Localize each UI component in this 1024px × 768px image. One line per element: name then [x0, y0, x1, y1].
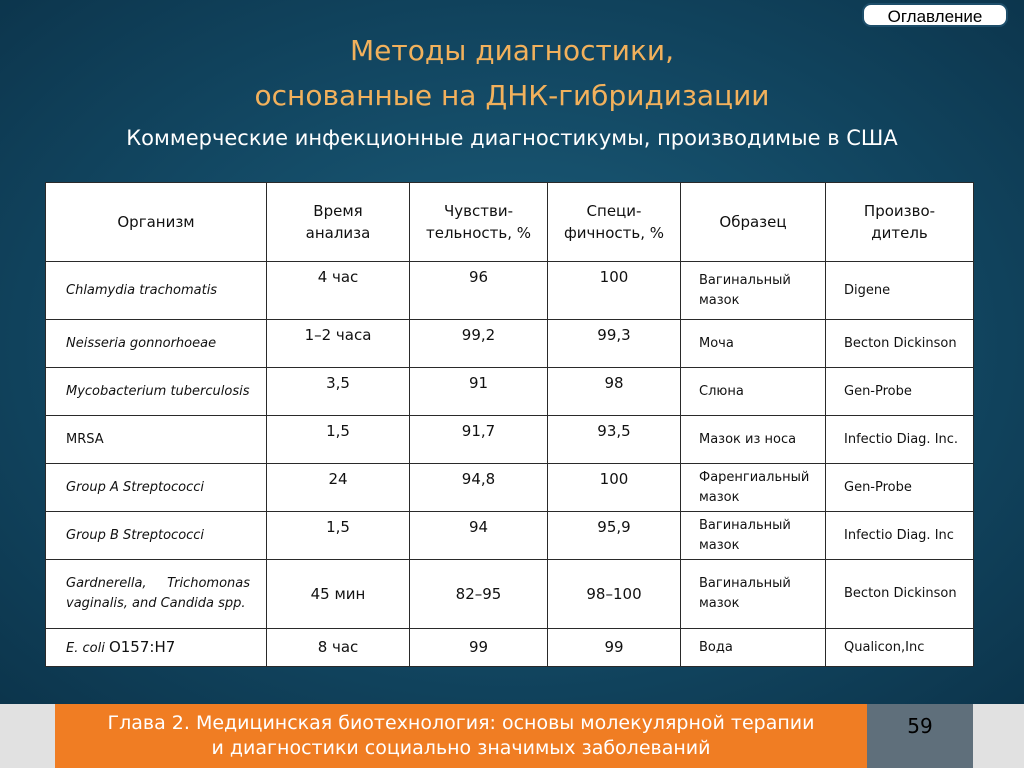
cell-specificity: 100	[548, 464, 681, 512]
cell-sample: Слюна	[681, 368, 826, 416]
cell-organism	[46, 629, 267, 667]
cell-sample: Мазок из носа	[681, 416, 826, 464]
cell-organism: Mycobacterium tuberculosis	[46, 368, 267, 416]
cell-specificity: 99,3	[548, 320, 681, 368]
slide-title	[0, 28, 1024, 118]
table-header-row	[46, 183, 974, 262]
cell-sample: Фаренгиальный мазок	[681, 464, 826, 512]
cell-organism: Gardnerella, Trichomonas vaginalis, and Candida spp.	[46, 560, 267, 629]
cell-specificity: 95,9	[548, 512, 681, 560]
organism-name: E. coli	[66, 640, 105, 656]
cell-manufacturer: Gen-Probe	[826, 464, 974, 512]
cell-manufacturer: Digene	[826, 262, 974, 320]
cell-time: 3,5	[267, 368, 410, 416]
header-sensitivity: Чувстви- тельность, %	[410, 183, 548, 262]
header-sample: Образец	[681, 183, 826, 262]
cell-sample: Вагинальный мазок	[681, 560, 826, 629]
footer-chapter-line-1: Глава 2. Медицинская биотехнология: основы молекулярной терапии	[107, 712, 815, 734]
table-row	[46, 464, 974, 512]
cell-sample: Вагинальный мазок	[681, 512, 826, 560]
cell-manufacturer: Gen-Probe	[826, 368, 974, 416]
cell-time: 45 мин	[267, 560, 410, 629]
cell-specificity: 93,5	[548, 416, 681, 464]
cell-time: 4 час	[267, 262, 410, 320]
organism-strain: O157:H7	[108, 637, 176, 656]
cell-manufacturer: Qualicon,Inc	[826, 629, 974, 667]
slide-subtitle: Коммерческие инфекционные диагностикумы, производимые в США	[126, 126, 898, 150]
slide-title-line-2: основанные на ДНК-гибридизации	[254, 79, 770, 112]
cell-time: 24	[267, 464, 410, 512]
cell-sample: Вагинальный мазок	[681, 262, 826, 320]
table-row	[46, 368, 974, 416]
cell-sample: Вода	[681, 629, 826, 667]
cell-organism: Neisseria gonnorhoeae	[46, 320, 267, 368]
diagnostics-table-wrap	[45, 182, 974, 667]
header-specificity: Специ- фичность, %	[548, 183, 681, 262]
page-number: 59	[867, 704, 973, 768]
cell-time: 8 час	[267, 629, 410, 667]
cell-time: 1,5	[267, 416, 410, 464]
cell-manufacturer: Becton Dickinson	[826, 320, 974, 368]
cell-sensitivity: 82–95	[410, 560, 548, 629]
cell-sensitivity: 94	[410, 512, 548, 560]
diagnostics-table	[45, 182, 974, 667]
cell-sensitivity: 91,7	[410, 416, 548, 464]
cell-sensitivity: 91	[410, 368, 548, 416]
cell-time: 1–2 часа	[267, 320, 410, 368]
cell-manufacturer: Infectio Diag. Inc.	[826, 416, 974, 464]
toc-button[interactable]: Оглавление	[862, 3, 1008, 27]
slide-title-line-1: Методы диагностики,	[350, 34, 674, 67]
cell-manufacturer: Becton Dickinson	[826, 560, 974, 629]
table-row	[46, 320, 974, 368]
table-row	[46, 262, 974, 320]
cell-organism: Group A Streptococci	[46, 464, 267, 512]
cell-time: 1,5	[267, 512, 410, 560]
cell-specificity: 100	[548, 262, 681, 320]
cell-organism: Group B Streptococci	[46, 512, 267, 560]
cell-organism: MRSA	[46, 416, 267, 464]
header-manufacturer: Произво- дитель	[826, 183, 974, 262]
cell-specificity: 98–100	[548, 560, 681, 629]
footer-chapter-line-2: и диагностики социально значимых заболеваний	[211, 737, 711, 759]
table-row	[46, 560, 974, 629]
cell-specificity: 99	[548, 629, 681, 667]
table-row	[46, 416, 974, 464]
table-row	[46, 512, 974, 560]
cell-sensitivity: 99	[410, 629, 548, 667]
cell-sensitivity: 96	[410, 262, 548, 320]
header-time: Время анализа	[267, 183, 410, 262]
cell-sample: Моча	[681, 320, 826, 368]
cell-specificity: 98	[548, 368, 681, 416]
header-organism: Организм	[46, 183, 267, 262]
cell-sensitivity: 99,2	[410, 320, 548, 368]
table-row	[46, 629, 974, 667]
footer-chapter	[55, 704, 867, 768]
cell-organism: Chlamydia trachomatis	[46, 262, 267, 320]
cell-manufacturer: Infectio Diag. Inc	[826, 512, 974, 560]
cell-sensitivity: 94,8	[410, 464, 548, 512]
footer-right-block	[973, 704, 1024, 768]
footer-left-block	[0, 704, 55, 768]
